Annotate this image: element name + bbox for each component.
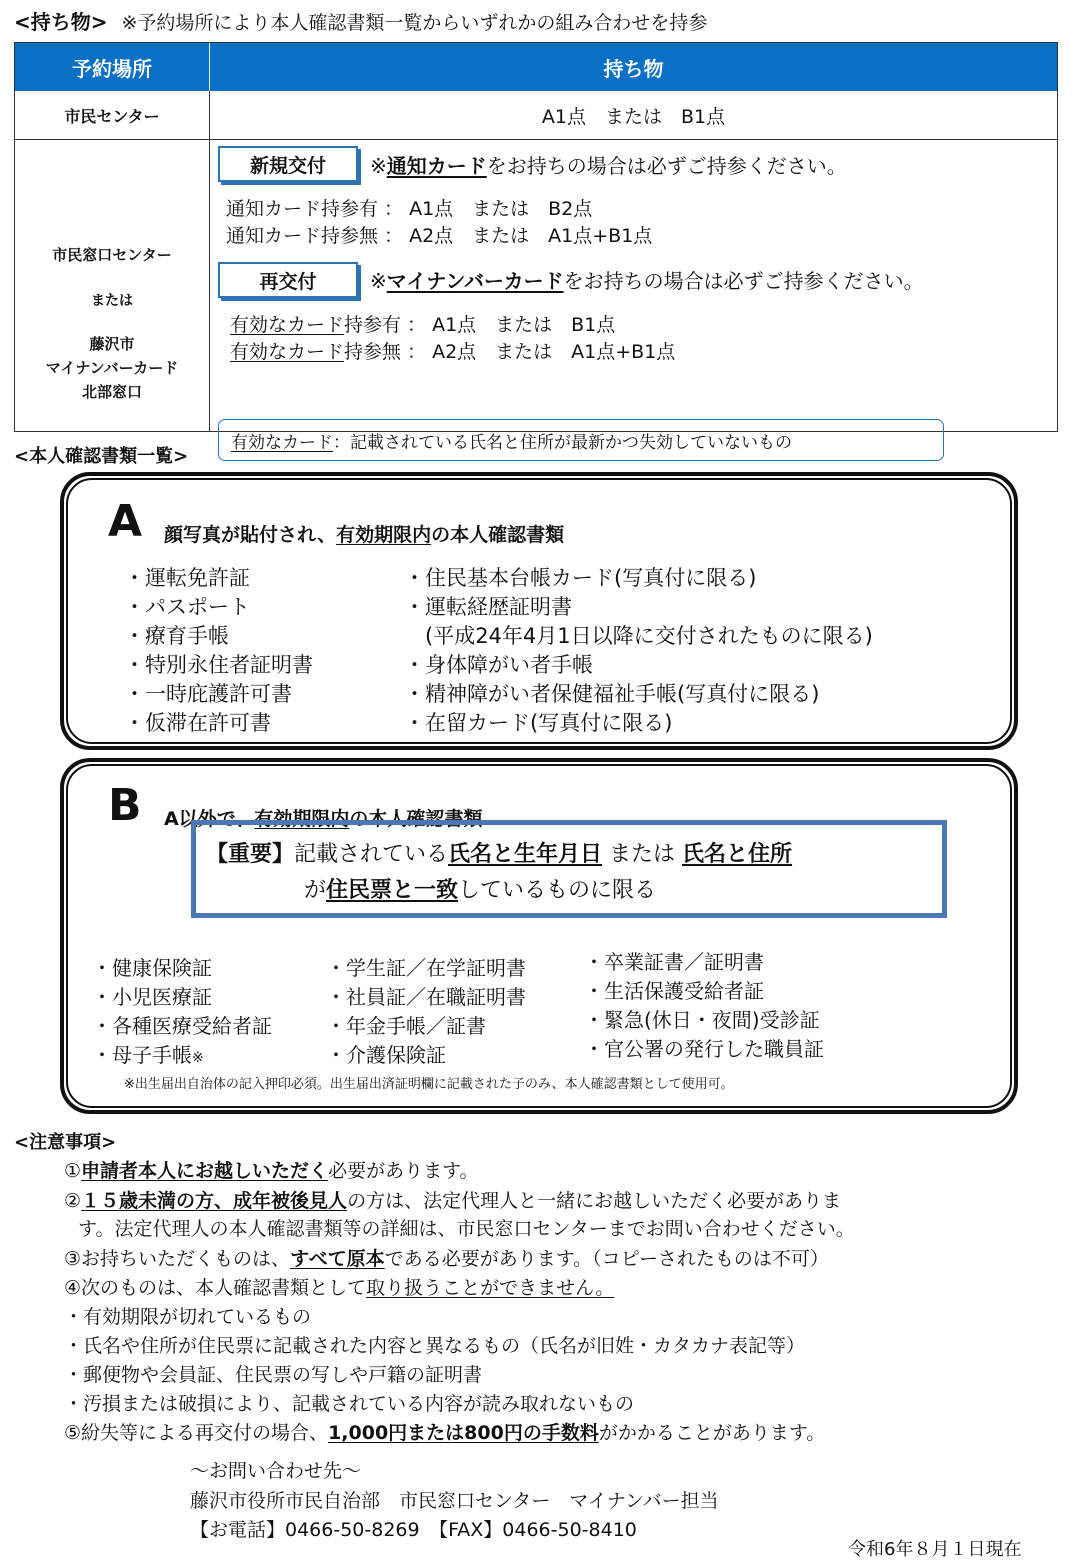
new-issue-tag: 新規交付: [218, 146, 358, 182]
reissue-line-2-rest: 持参無 ： A2点 または A1点+B1点: [344, 341, 676, 363]
reissue-note: [370, 265, 924, 294]
panel-a: [60, 472, 1018, 750]
important-line-1: [206, 837, 792, 868]
list-item: ・在留カード(写真付に限る): [404, 711, 673, 735]
panel-b: [60, 758, 1018, 1114]
note-number: ⑤: [64, 1422, 82, 1444]
note-3: [64, 1244, 829, 1271]
reissue-line-1-rest: 持参有 ： A1点 または B1点: [344, 314, 616, 336]
list-item: (平成24年4月1日以降に交付されたものに限る): [404, 624, 873, 648]
note-suffix: をお持ちの場合は必ずご持参ください。: [563, 269, 924, 293]
note-emphasis: 1,000円または800円の手数料: [328, 1422, 599, 1444]
id-documents-heading: <本人確認書類一覧>: [14, 446, 189, 467]
list-item: ・一時庇護許可書: [124, 682, 292, 706]
note-underlined: 取り扱うことができません。: [366, 1277, 615, 1299]
notes-heading: <注意事項>: [14, 1132, 117, 1153]
place-citizen-center: 市民センター: [15, 91, 210, 139]
list-item: ・小児医療証: [92, 985, 212, 1009]
note-bullet: ・郵便物や会員証、住民票の写しや戸籍の証明書: [64, 1364, 483, 1386]
reissue-line-2: [230, 337, 675, 364]
notice-card-text: 通知カード: [386, 154, 487, 178]
note-number: ③: [64, 1248, 82, 1270]
list-item: ・官公署の発行した職員証: [584, 1037, 824, 1061]
list-item: ・社員証／在職証明書: [326, 985, 526, 1009]
list-item: ・運転免許証: [124, 566, 250, 590]
header-items: 持ち物: [603, 56, 664, 81]
valid-card-definition: [218, 419, 944, 461]
note-text: 次のものは、本人確認書類として: [81, 1277, 367, 1299]
note-bullet: ・有効期限が切れているもの: [64, 1306, 312, 1328]
important-text: 記載されている: [294, 842, 449, 867]
note-number: ①: [64, 1160, 82, 1182]
panel-a-title-valid: 有効期限内: [336, 524, 432, 546]
note-number: ④: [64, 1277, 82, 1299]
panel-a-title-suffix: の本人確認書類: [431, 524, 565, 546]
note-text: の方は、法定代理人と一緒にお越しいただく必要がありま: [347, 1190, 842, 1212]
list-item: ・介護保険証: [326, 1043, 446, 1067]
list-item: ・特別永住者証明書: [124, 653, 313, 677]
list-item: ・健康保険証: [92, 956, 212, 980]
list-item: ・パスポート: [124, 595, 250, 619]
note-mark: ※: [370, 154, 387, 178]
list-item: ・各種医療受給者証: [92, 1014, 272, 1038]
valid-card-text: 有効なカード: [230, 341, 345, 363]
list-item: ・学生証／在学証明書: [326, 956, 526, 980]
note-text: 紛失等による再交付の場合、: [81, 1422, 329, 1444]
note-2-continued: す。法定代理人の本人確認書類等の詳細は、市民窓口センターまでお問い合わせください。: [78, 1218, 855, 1240]
place-line: 藤沢市: [89, 335, 135, 353]
note-number: ②: [64, 1190, 82, 1212]
note-4: [64, 1273, 614, 1300]
note-text: がかかることがあります。: [598, 1422, 826, 1444]
list-item: ・住民基本台帳カード(写真付に限る): [404, 566, 757, 590]
list-item: ・仮滞在許可書: [124, 711, 271, 735]
important-match: 住民票と一致: [326, 878, 459, 903]
note-bullet: ・汚損または破損により、記載されている内容が読み取れないもの: [64, 1393, 635, 1415]
place-window-center: [15, 140, 210, 431]
new-issue-line-2: 通知カード持参無 ： A2点 または A1点+B1点: [226, 225, 653, 247]
note-text: お持ちいただくものは、: [81, 1248, 291, 1270]
items-citizen-center: A1点 または B1点: [541, 105, 726, 128]
table-row: [15, 140, 1057, 453]
list-item: ・年金手帳／証書: [326, 1014, 486, 1038]
valid-card-definition-rest: ：記載されている氏名と住所が最新かつ失効していないもの: [333, 432, 792, 453]
letter-a: A: [108, 496, 143, 547]
table-row: [15, 91, 1057, 140]
reissue-line-1: [230, 310, 615, 337]
list-item: ・精神障がい者保健福祉手帳(写真付に限る): [404, 682, 820, 706]
valid-card-text: 有効なカード: [230, 314, 345, 336]
items-window-center: [210, 140, 1057, 453]
panel-b-title-prefix: A以外で、: [164, 808, 255, 830]
place-line: または: [91, 293, 133, 309]
panel-a-title: [164, 520, 564, 547]
note-emphasis: すべて原本: [290, 1248, 385, 1270]
panel-b-title-suffix: の本人確認書類: [349, 808, 483, 830]
note-5: [64, 1418, 825, 1445]
important-text: しているものに限る: [458, 878, 657, 903]
list-item: [92, 1039, 204, 1068]
letter-b: B: [108, 780, 142, 831]
important-line-2: [304, 873, 656, 904]
note-bullet: ・氏名や住所が住民票に記載された内容と異なるもの（氏名が旧姓・カタカナ表記等）: [64, 1335, 806, 1357]
list-item: ・運転経歴証明書: [404, 595, 572, 619]
list-item: ・生活保護受給者証: [584, 979, 764, 1003]
new-issue-line-1: 通知カード持参有 ： A1点 または B2点: [226, 198, 593, 220]
as-of-date: 令和6年８月１日現在: [848, 1539, 1022, 1560]
important-box: [191, 820, 947, 918]
note-1: [64, 1156, 479, 1183]
top-line: [14, 6, 707, 35]
list-item: ・療育手帳: [124, 624, 229, 648]
place-line: マイナンバーカード: [45, 359, 179, 377]
place-line: 北部窓口: [81, 383, 142, 401]
list-item: ・身体障がい者手帳: [404, 653, 593, 677]
note-suffix: をお持ちの場合は必ずご持参ください。: [486, 154, 847, 178]
note-mark: ※: [370, 269, 387, 293]
note-emphasis: 申請者本人にお越しいただく: [81, 1160, 329, 1182]
belongings-note: ※予約場所により本人確認書類一覧からいずれかの組み合わせを持参: [121, 12, 708, 34]
list-item: ・卒業証書／証明書: [584, 950, 764, 974]
note-text: 必要があります。: [328, 1160, 479, 1182]
important-name-address: 氏名と住所: [682, 842, 793, 867]
header-place: 予約場所: [15, 43, 210, 91]
list-item-text: ・母子手帳: [92, 1043, 192, 1067]
panel-a-title-prefix: 顔写真が貼付され、: [164, 524, 337, 546]
place-line: 市民窓口センター: [52, 246, 172, 264]
important-text: が: [304, 878, 327, 903]
footnote-mark: ※: [192, 1050, 204, 1066]
list-item: ・緊急(休日・夜間)受診証: [584, 1008, 820, 1032]
new-issue-note: [370, 150, 847, 179]
important-text: または: [602, 842, 683, 867]
important-name-dob: 氏名と生年月日: [448, 842, 603, 867]
note-emphasis: １５歳未満の方、成年被後見人: [81, 1190, 348, 1212]
reissue-tag: 再交付: [218, 262, 358, 298]
belongings-table: [14, 42, 1058, 453]
table-header-row: [15, 43, 1057, 91]
note-2: [64, 1186, 841, 1213]
panel-b-footnote: ※出生届出自治体の記入押印必須。出生届出済証明欄に記載された子のみ、本人確認書類として使用可。: [124, 1077, 734, 1092]
my-number-card-text: マイナンバーカード: [386, 269, 564, 293]
contact-heading: ～お問い合わせ先～: [190, 1460, 362, 1482]
note-text: である必要があります。（コピーされたものは不可）: [384, 1248, 829, 1270]
contact-phone: 【お電話】0466-50-8269 【FAX】0466-50-8410: [190, 1519, 637, 1541]
valid-card-text: 有効なカード: [231, 432, 333, 453]
belongings-heading: <持ち物>: [14, 10, 108, 34]
contact-department: 藤沢市役所市民自治部 市民窓口センター マイナンバー担当: [190, 1490, 719, 1512]
important-label: 【重要】: [206, 842, 295, 867]
panel-b-title-valid: 有効期限内: [254, 808, 350, 830]
